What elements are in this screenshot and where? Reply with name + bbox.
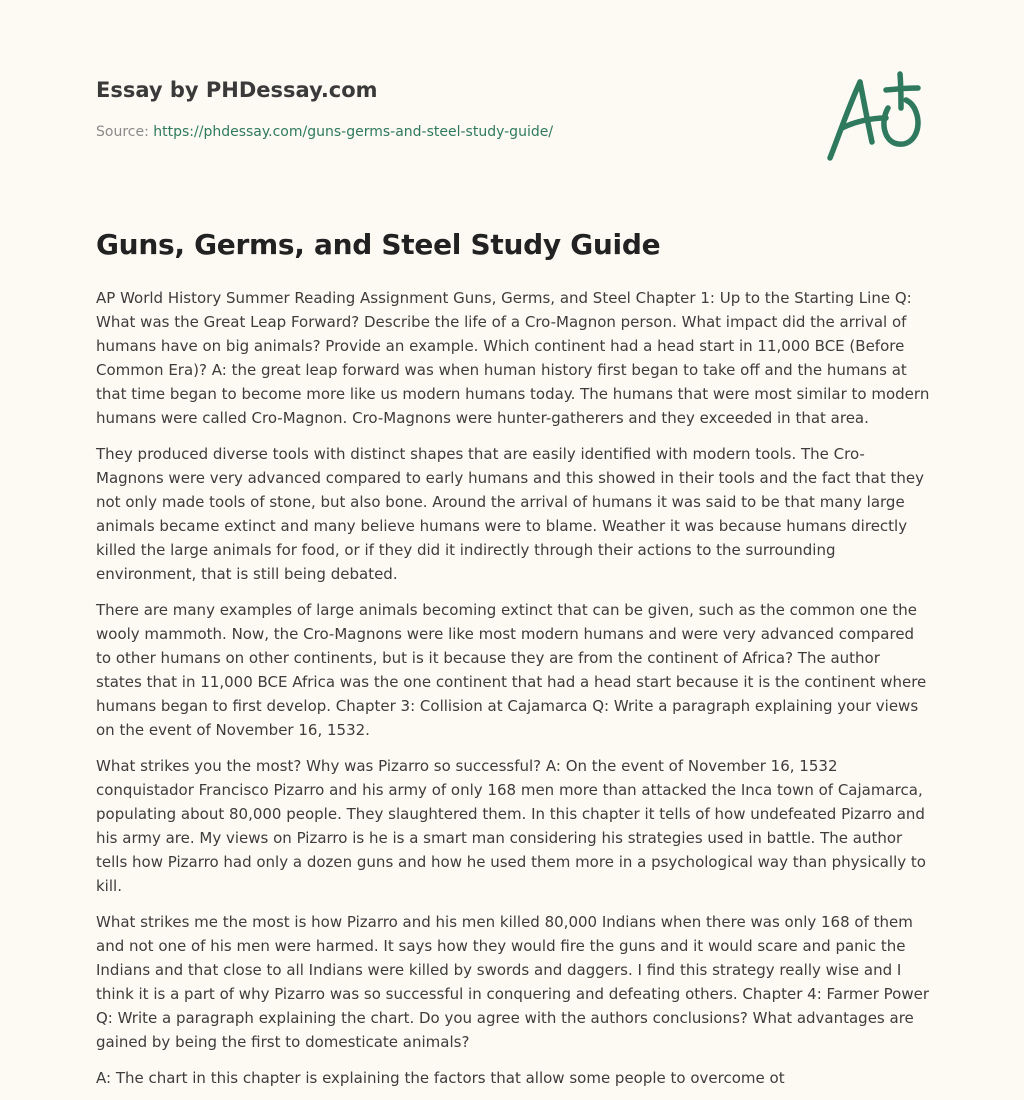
essay-paragraph: What strikes me the most is how Pizarro and his men killed 80,000 Indians when there was only 168 of them and not one of his men were harmed. It says how they would fire the guns and it would scare and panic the Indians and that close to all Indians were killed by swords and daggers. I find this strategy really wise and I think it is a part of why Pizarro was so successful in conquering and defeating others. Chapter 4: Farmer Power Q: Write a paragraph explaining the chart. Do you agree with the authors conclusions? What advantages are gained by being the first to domesticate animals? [96, 913, 929, 1051]
essay-body [96, 286, 930, 1100]
essay-paragraph: They produced diverse tools with distinct shapes that are easily identified with modern tools. The Cro-Magnons were very advanced compared to early humans and this showed in their tools and the fact that they not only made tools of stone, but also bone. Around the arrival of humans it was said to be that many large animals became extinct and many believe humans were to blame. Weather it was because humans directly killed the large animals for food, or if they did it indirectly through their actions to the surrounding environment, that is still being debated. [96, 445, 924, 583]
essay-title: Guns, Germs, and Steel Study Guide [96, 228, 661, 261]
a-plus-logo-graphic [820, 66, 930, 166]
essay-paragraph: There are many examples of large animals becoming extinct that can be given, such as the common one the wooly mammoth. Now, the Cro-Magnons were like most modern humans and were very advanced compared to other humans on other continents, but is it because they are from the continent of Africa? The author states that in 11,000 BCE Africa was the one continent that had a head start because it is the continent where humans began to first develop. Chapter 3: Collision at Cajamarca Q: Write a paragraph explaining your views on the event of November 16, 1532. [96, 601, 927, 739]
page-header [96, 76, 796, 142]
source-line [96, 122, 796, 142]
brand-title: Essay by PHDessay.com [96, 78, 378, 102]
a-plus-logo-icon [820, 66, 930, 166]
essay-paragraph: AP World History Summer Reading Assignment Guns, Germs, and Steel Chapter 1: Up to the Starting Line Q: What was the Great Leap Forward? Describe the life of a Cro-Magnon person. What impact did the arrival of humans have on big animals? Provide an example. Which continent had a head start in 11,000 BCE (Before Common Era)? A: the great leap forward was when human history first began to take off and the humans at that time began to become more like us modern humans today. The humans that were most similar to modern humans were called Cro-Magnon. Cro-Magnons were hunter-gatherers and they exceeded in that area. [96, 289, 930, 427]
source-label: Source: [96, 124, 149, 140]
source-link[interactable]: https://phdessay.com/guns-germs-and-steel-study-guide/ [153, 124, 554, 140]
essay-paragraph: A: The chart in this chapter is explaining the factors that allow some people to overcome ot [96, 1069, 785, 1087]
essay-paragraph: What strikes you the most? Why was Pizarro so successful? A: On the event of November 16, 1532 conquistador Francisco Pizarro and his army of only 168 men more than attacked the Inca town of Cajamarca, populating about 80,000 people. They slaughtered them. In this chapter it tells of how undefeated Pizarro and his army are. My views on Pizarro is he is a smart man considering his strategies used in battle. The author tells how Pizarro had only a dozen guns and how he used them more in a psychological way than physically to kill. [96, 757, 926, 895]
